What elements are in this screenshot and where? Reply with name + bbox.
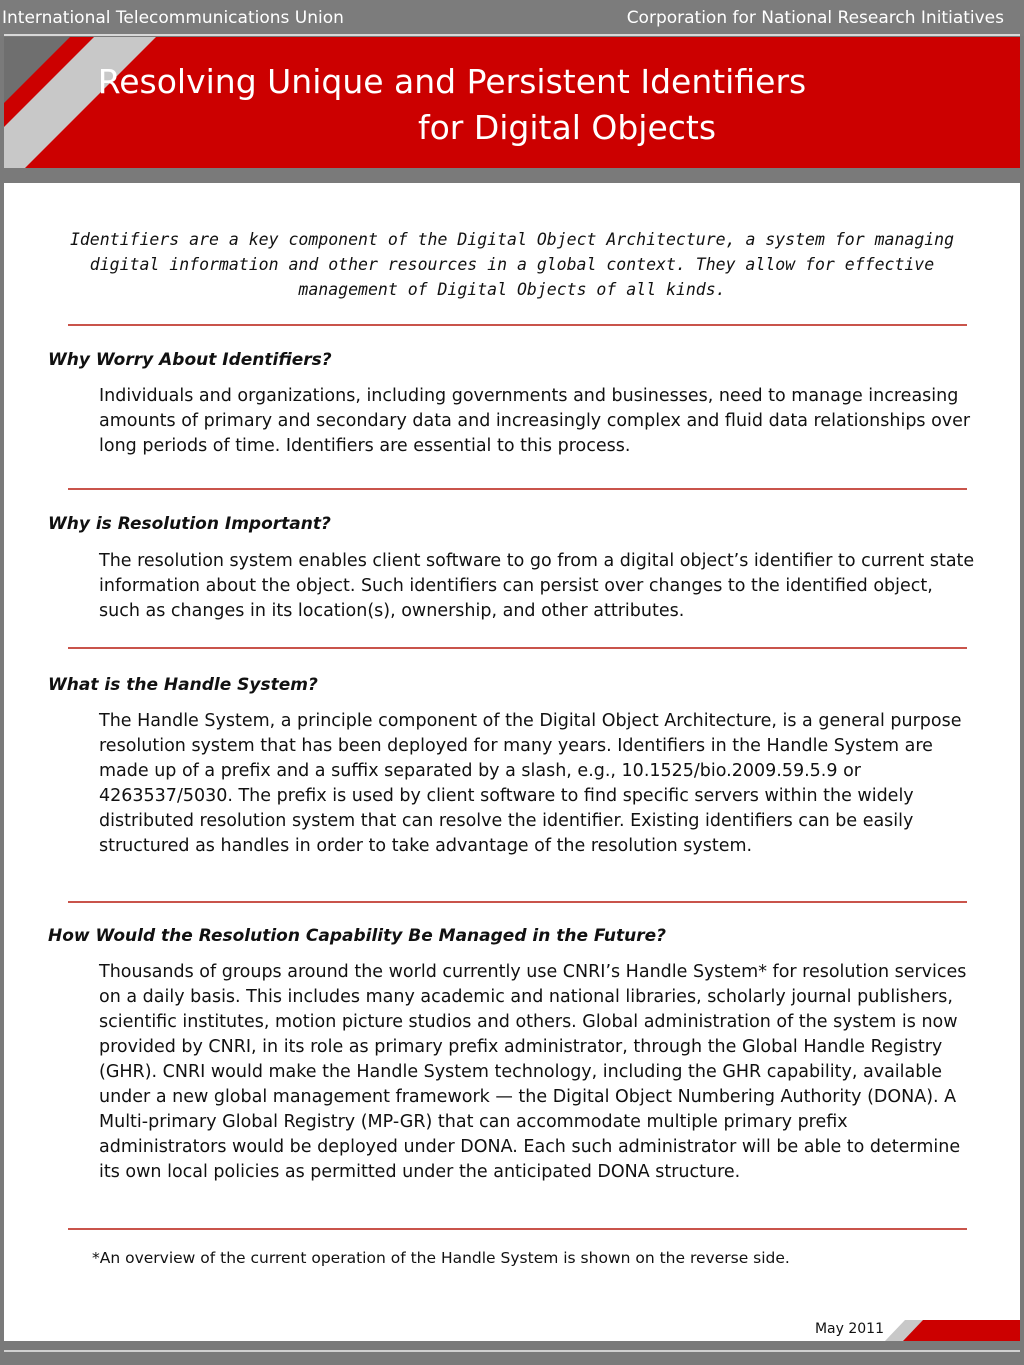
top-bar	[0, 0, 1024, 36]
section-divider	[68, 488, 967, 490]
bottom-divider	[4, 1350, 1020, 1352]
title-banner	[4, 37, 1020, 168]
section-heading: How Would the Resolution Capability Be Managed in the Future?	[48, 926, 667, 946]
section-heading: Why Worry About Identifiers?	[48, 350, 332, 370]
intro-paragraph: Identifiers are a key component of the Digital Object Architecture, a system for managing digital information and other resources in a global context. They allow for effective management of Digital Objects of all kinds.	[69, 230, 955, 299]
section-divider	[68, 901, 967, 903]
section-body: The resolution system enables client software to go from a digital object’s identifier to current state information about the object. Such identifiers can persist over changes to the identified object, such as changes in its location(s), ownership, and other attributes.	[99, 551, 975, 621]
section-heading: What is the Handle System?	[48, 675, 318, 695]
footnote: *An overview of the current operation of the Handle System is shown on the reverse side.	[92, 1249, 790, 1267]
bottom-bar	[0, 1341, 1024, 1365]
section-heading: Why is Resolution Important?	[48, 514, 331, 534]
section-body: The Handle System, a principle component of the Digital Object Architecture, is a general purpose resolution system that has been deployed for many years. Identifiers in the Handle System are made up of a prefix and a suffix separated by a slash, e.g., 10.1525/bio.2009.59.5.9 or 4263537/5030. The prefix is used by client software to find specific servers within the widely distributed resolution system that can resolve the identifier. Existing identifiers can be easily structured as handles in order to take advantage of the resolution system.	[99, 711, 962, 856]
section-divider	[68, 1228, 967, 1230]
publication-date: May 2011	[814, 1321, 884, 1337]
footer-accent-stripe-icon	[885, 1320, 1020, 1341]
title-line-1: Resolving Unique and Persistent Identifiers	[97, 62, 807, 101]
section-divider	[68, 647, 967, 649]
banner-bottom-band	[0, 168, 1024, 183]
right-organization: Corporation for National Research Initiatives	[626, 8, 1004, 28]
page-title	[4, 59, 1020, 151]
section-body: Thousands of groups around the world currently use CNRI’s Handle System* for resolution services on a daily basis. This includes many academic and national libraries, scholarly journal publishers, scientific institutes, motion picture studios and others. Global administration of the system is now provided by CNRI, in its role as primary prefix administrator, through the Global Handle Registry (GHR). CNRI would make the Handle System technology, including the GHR capability, available under a new global management framework — the Digital Object Numbering Authority (DONA). A Multi-primary Global Registry (MP-GR) that can accommodate multiple primary prefix administrators would be deployed under DONA. Each such administrator will be able to determine its own local policies as permitted under the anticipated DONA structure.	[99, 962, 967, 1182]
section-body: Individuals and organizations, including governments and businesses, need to manage increasing amounts of primary and secondary data and increasingly complex and fluid data relationships over long periods of time. Identifiers are essential to this process.	[99, 386, 971, 456]
section-divider	[68, 324, 967, 326]
document-body	[4, 183, 1020, 1341]
title-line-2: for Digital Objects	[417, 108, 717, 147]
left-organization: International Telecommunications Union	[2, 8, 344, 28]
top-divider	[4, 34, 1020, 36]
